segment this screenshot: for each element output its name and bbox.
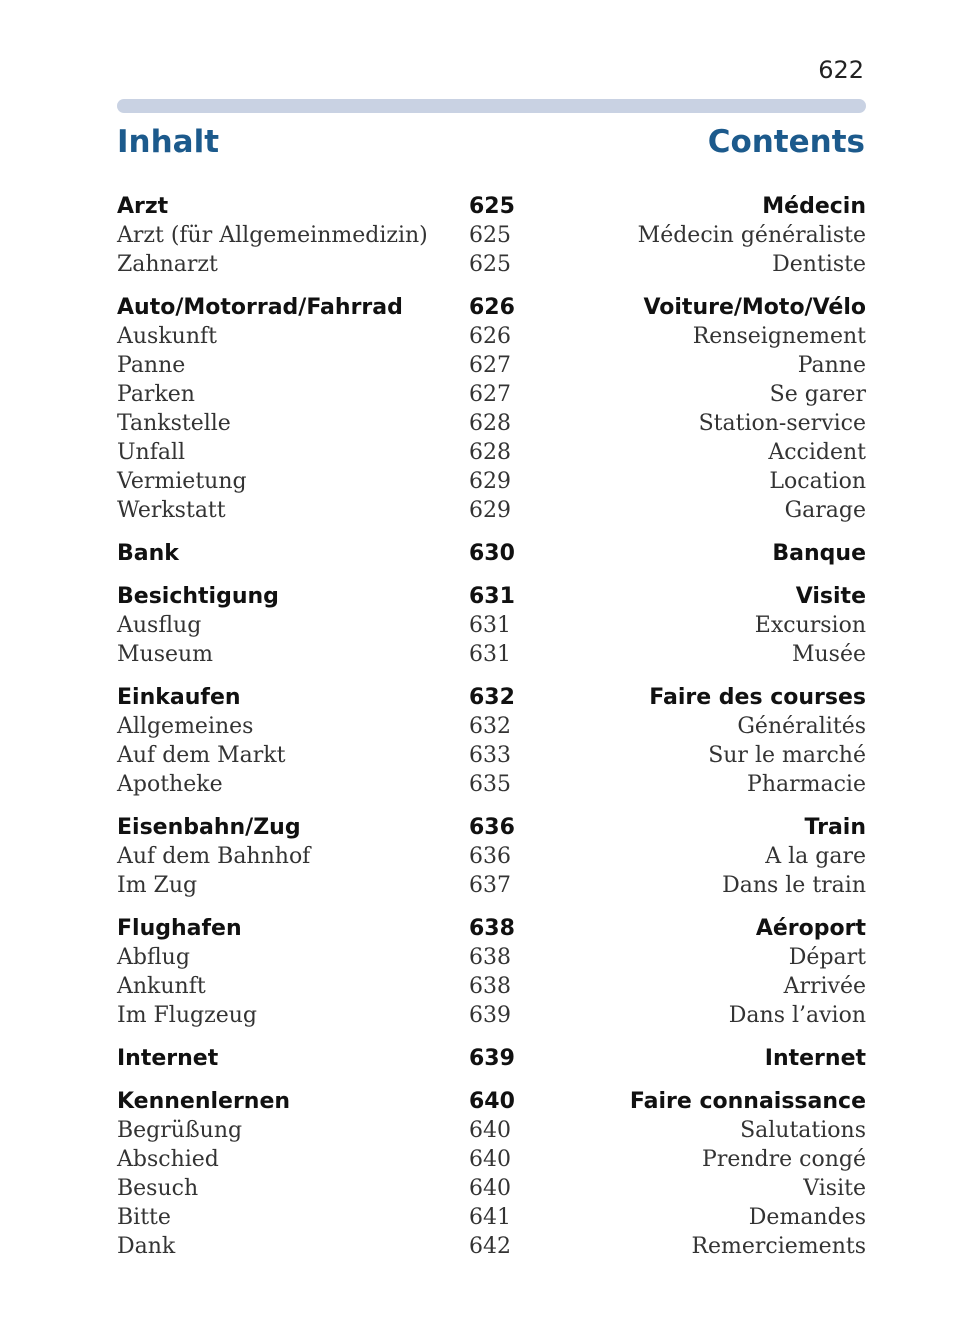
toc-sub-entry[interactable] [117,467,866,496]
toc-french-title: Station-service [698,411,866,436]
toc-main-entry[interactable] [117,1087,866,1116]
toc-sub-entry[interactable] [117,871,866,900]
toc-french-title: Musée [791,642,866,667]
toc-section [117,683,866,799]
toc-page-number: 635 [469,772,511,797]
toc-sub-entry[interactable] [117,496,866,525]
toc-page-number: 640 [469,1147,511,1172]
toc-page-number: 633 [469,743,511,768]
toc-page-number: 631 [469,642,511,667]
toc-section [117,293,866,525]
toc-french-title: Garage [784,498,866,523]
toc-german-title: Ausflug [117,613,202,638]
toc-german-title: Im Flugzeug [117,1003,257,1028]
toc-page-number: 629 [469,469,511,494]
toc-sub-entry[interactable] [117,322,866,351]
toc-german-title: Besichtigung [117,584,279,609]
toc-french-title: A la gare [765,844,866,869]
toc-section [117,192,866,279]
toc-german-title: Arzt [117,194,169,219]
toc-sub-entry[interactable] [117,250,866,279]
toc-german-title: Werkstatt [117,498,226,523]
toc-german-title: Apotheke [117,772,223,797]
toc-german-title: Zahnarzt [117,252,218,277]
toc-page-number: 642 [469,1234,511,1259]
toc-french-title: Pharmacie [747,772,866,797]
table-of-contents [117,192,866,1275]
toc-page-number: 636 [469,815,515,840]
toc-main-entry[interactable] [117,683,866,712]
toc-german-title: Vermietung [117,469,247,494]
page-number: 622 [818,56,864,84]
toc-section [117,813,866,900]
toc-french-title: Visite [795,584,866,609]
toc-sub-entry[interactable] [117,712,866,741]
toc-sub-entry[interactable] [117,972,866,1001]
toc-german-title: Kennenlernen [117,1089,291,1114]
toc-german-title: Auf dem Markt [117,743,286,768]
toc-section [117,539,866,568]
toc-french-title: Excursion [754,613,866,638]
toc-page-number: 638 [469,974,511,999]
toc-section [117,1087,866,1261]
toc-page-number: 631 [469,584,515,609]
toc-page-number: 638 [469,916,515,941]
toc-german-title: Eisenbahn/Zug [117,815,301,840]
toc-german-title: Ankunft [117,974,206,999]
toc-page-number: 630 [469,541,515,566]
toc-french-title: Généralités [737,714,866,739]
toc-sub-entry[interactable] [117,221,866,250]
toc-german-title: Bitte [117,1205,171,1230]
toc-main-entry[interactable] [117,1044,866,1073]
toc-french-title: Banque [772,541,866,566]
toc-german-title: Parken [117,382,195,407]
toc-page-number: 641 [469,1205,511,1230]
toc-main-entry[interactable] [117,539,866,568]
toc-german-title: Einkaufen [117,685,241,710]
toc-sub-entry[interactable] [117,1001,866,1030]
toc-page-number: 637 [469,873,511,898]
toc-french-title: Location [769,469,866,494]
toc-main-entry[interactable] [117,582,866,611]
toc-german-title: Begrüßung [117,1118,243,1143]
toc-french-title: Se garer [769,382,866,407]
toc-sub-entry[interactable] [117,943,866,972]
heading-inhalt: Inhalt [117,124,220,160]
toc-french-title: Train [804,815,866,840]
header-bar [117,99,866,113]
toc-french-title: Médecin [762,194,866,219]
toc-sub-entry[interactable] [117,1116,866,1145]
toc-sub-entry[interactable] [117,1203,866,1232]
toc-german-title: Bank [117,541,179,566]
toc-sub-entry[interactable] [117,380,866,409]
toc-german-title: Auto/Motorrad/Fahrrad [117,295,403,320]
toc-page-number: 632 [469,685,515,710]
toc-main-entry[interactable] [117,293,866,322]
toc-page-number: 640 [469,1118,511,1143]
toc-french-title: Aéroport [755,916,866,941]
toc-french-title: Voiture/Moto/Vélo [643,295,866,320]
toc-section [117,914,866,1030]
toc-sub-entry[interactable] [117,1232,866,1261]
toc-french-title: Accident [768,440,866,465]
toc-french-title: Internet [764,1046,866,1071]
toc-german-title: Panne [117,353,186,378]
toc-french-title: Faire connaissance [629,1089,866,1114]
toc-german-title: Tankstelle [117,411,231,436]
toc-german-title: Im Zug [117,873,198,898]
toc-french-title: Demandes [748,1205,866,1230]
toc-german-title: Auf dem Bahnhof [117,844,311,869]
toc-german-title: Abflug [117,945,190,970]
toc-sub-entry[interactable] [117,640,866,669]
toc-german-title: Unfall [117,440,186,465]
toc-french-title: Médecin généraliste [637,223,866,248]
toc-page-number: 625 [469,223,511,248]
toc-french-title: Renseignement [692,324,866,349]
toc-page-number: 638 [469,945,511,970]
toc-german-title: Allgemeines [117,714,254,739]
toc-french-title: Prendre congé [702,1147,866,1172]
toc-sub-entry[interactable] [117,438,866,467]
toc-french-title: Salutations [740,1118,866,1143]
toc-french-title: Départ [788,945,866,970]
toc-sub-entry[interactable] [117,409,866,438]
heading-contents: Contents [707,124,865,160]
toc-page-number: 626 [469,324,511,349]
toc-french-title: Visite [803,1176,866,1201]
toc-page-number: 629 [469,498,511,523]
toc-page-number: 625 [469,194,515,219]
toc-french-title: Dans l’avion [728,1003,866,1028]
toc-page-number: 627 [469,382,511,407]
toc-french-title: Panne [797,353,866,378]
toc-sub-entry[interactable] [117,770,866,799]
toc-french-title: Remerciements [691,1234,866,1259]
toc-german-title: Flughafen [117,916,242,941]
toc-page-number: 628 [469,440,511,465]
toc-sub-entry[interactable] [117,611,866,640]
toc-page-number: 625 [469,252,511,277]
toc-page-number: 636 [469,844,511,869]
toc-french-title: Sur le marché [708,743,866,768]
toc-german-title: Arzt (für Allgemeinmedizin) [117,223,428,248]
toc-german-title: Abschied [117,1147,219,1172]
toc-sub-entry[interactable] [117,1145,866,1174]
toc-main-entry[interactable] [117,192,866,221]
toc-german-title: Auskunft [117,324,217,349]
toc-page-number: 627 [469,353,511,378]
toc-french-title: Dentiste [772,252,866,277]
toc-french-title: Faire des courses [649,685,866,710]
toc-page-number: 639 [469,1003,511,1028]
toc-page-number: 626 [469,295,515,320]
toc-german-title: Besuch [117,1176,199,1201]
toc-french-title: Arrivée [783,974,866,999]
toc-main-entry[interactable] [117,813,866,842]
toc-page-number: 631 [469,613,511,638]
toc-page-number: 632 [469,714,511,739]
toc-sub-entry[interactable] [117,1174,866,1203]
toc-german-title: Museum [117,642,214,667]
toc-sub-entry[interactable] [117,741,866,770]
toc-sub-entry[interactable] [117,842,866,871]
toc-page-number: 640 [469,1089,515,1114]
toc-french-title: Dans le train [722,873,866,898]
toc-page-number: 628 [469,411,511,436]
toc-section [117,582,866,669]
toc-page-number: 640 [469,1176,511,1201]
toc-main-entry[interactable] [117,914,866,943]
toc-sub-entry[interactable] [117,351,866,380]
toc-german-title: Dank [117,1234,176,1259]
toc-page-number: 639 [469,1046,515,1071]
toc-section [117,1044,866,1073]
toc-german-title: Internet [117,1046,219,1071]
